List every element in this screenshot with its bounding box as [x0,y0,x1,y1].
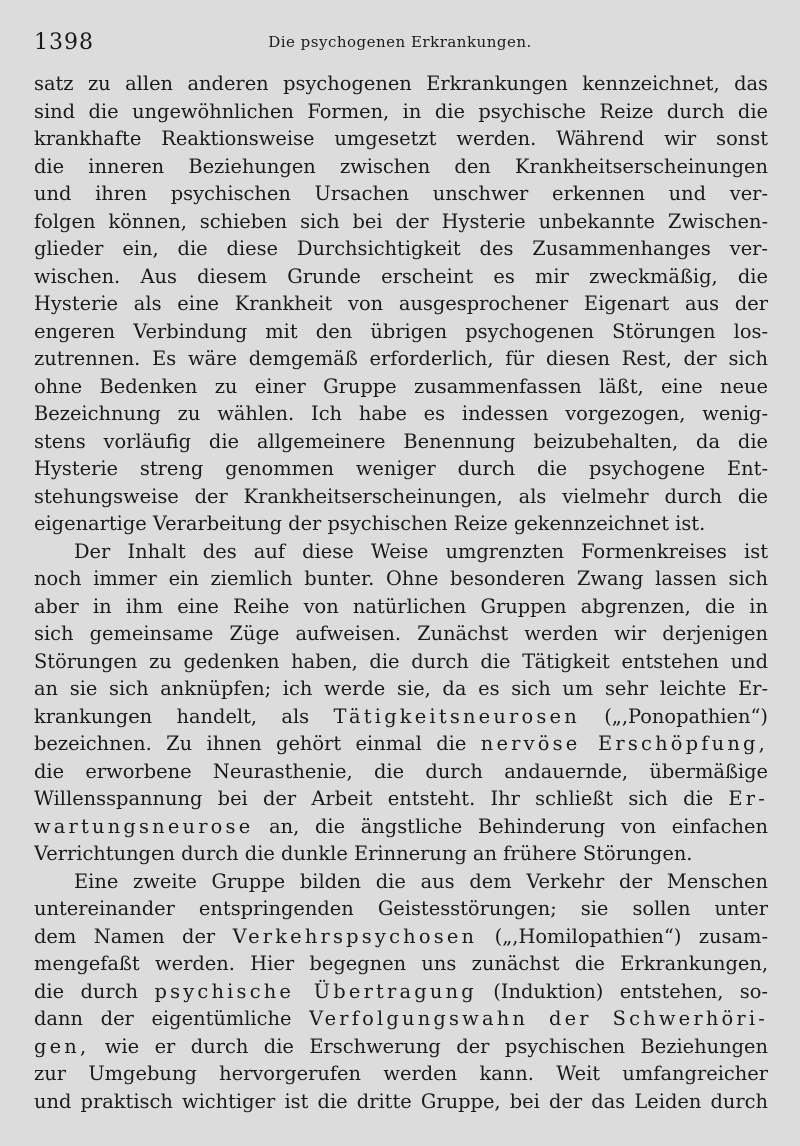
text-line: Verrichtungen durch die dunkle Erinnerung an frühere Störungen. [34,842,693,865]
text-line: untereinander entspringenden Geistesstörungen; sie sollen unter [34,897,768,920]
text-line: Eine zweite Gruppe bilden die aus dem Verkehr der Menschen [74,869,768,893]
text-line: wischen. Aus diesem Grunde erscheint es mir zweckmäßig, die [34,264,768,288]
text-line: die erworbene Neurasthenie, die durch andauernde, übermäßige [34,759,768,783]
spaced-term: Er- [728,787,768,810]
text-line: an sie sich anknüpfen; ich werde sie, da es sich um sehr leichte Er- [34,677,768,700]
text-line [34,923,768,951]
spaced-term: wartungsneurose [34,814,254,838]
text-line: die inneren Beziehungen zwischen den Krankheitserscheinungen [34,154,768,178]
text-line: zutrennen. Es wäre demgemäß erforderlich, für diesen Rest, der sich [34,347,768,370]
text-line: stehungsweise der Krankheitserscheinungen, als vielmehr durch die [34,484,768,508]
text-line [34,703,768,731]
text-run: dann der eigentümliche [34,1007,310,1030]
body-text [34,70,768,1115]
text-line: satz zu allen anderen psychogenen Erkrankungen kennzeichnet, das [34,72,768,95]
text-line: sind die ungewöhnlichen Formen, in die psychische Reize durch die [34,99,768,123]
text-line: glieder ein, die diese Durchsichtigkeit des Zusammenhanges ver- [34,237,768,260]
text-line [34,1033,768,1061]
text-run: (Induktion) entstehen, so- [476,979,768,1003]
text-line: sich gemeinsame Züge aufweisen. Zunächst werden wir derjenigen [34,622,768,645]
text-line: und praktisch wichtiger ist die dritte Gruppe, bei der das Leiden durch [34,1089,768,1113]
paragraph-1 [34,70,768,538]
text-line [34,730,768,758]
text-line: engeren Verbindung mit den übrigen psychogenen Störungen los- [34,319,768,343]
text-run: bezeichnen. Zu ihnen gehört einmal die [34,732,481,755]
text-line [34,978,768,1006]
text-run: die durch [34,979,155,1003]
text-line: und ihren psychischen Ursachen unschwer erkennen und ver- [34,182,768,205]
text-line: folgen können, schieben sich bei der Hysterie unbekannte Zwischen- [34,209,768,233]
text-line: Bezeichnung zu wählen. Ich habe es indessen vorgezogen, wenig- [34,402,768,425]
text-line: ohne Bedenken zu einer Gruppe zusammenfassen läßt, eine neue [34,374,768,398]
text-line [34,813,768,841]
text-line: aber in ihm eine Reihe von natürlichen Gruppen abgrenzen, die in [34,594,768,618]
text-line [34,1005,768,1033]
text-run: krankungen handelt, als [34,704,334,728]
spaced-term: nervöse Erschöpfung, [480,732,768,755]
text-run: („,Homilopathien“) zusam- [477,924,768,948]
spaced-term: psychische Übertragung [154,979,477,1003]
text-line: Der Inhalt des auf diese Weise umgrenzten Formenkreises ist [74,539,768,563]
spaced-term: Verfolgungswahn der Schwerhöri- [309,1007,768,1030]
text-line: eigenartige Verarbeitung der psychischen Reize gekennzeichnet ist. [34,512,706,535]
text-line: Störungen zu gedenken haben, die durch die Tätigkeit entstehen und [34,649,768,673]
text-line: mengefaßt werden. Hier begegnen uns zunächst die Erkrankungen, [34,952,768,975]
text-line: noch immer ein ziemlich bunter. Ohne besonderen Zwang lassen sich [34,567,768,590]
spaced-term: Verkehrspsychosen [232,924,478,948]
text-line: krankhafte Reaktionsweise umgesetzt werden. Während wir sonst [34,127,768,150]
text-run: an, die ängstliche Behinderung von einfachen [253,814,768,838]
text-run: wie er durch die Erschwerung der psychischen Beziehungen [89,1034,768,1058]
page-number: 1398 [34,30,94,55]
text-line: Hysterie streng genommen weniger durch die psychogene Ent- [34,457,768,480]
text-run: Willensspannung bei der Arbeit entsteht. Ihr schließt sich die [34,787,729,810]
text-line: Hysterie als eine Krankheit von ausgesprochener Eigenart aus der [34,292,768,315]
text-run: („,Ponopathien“) [579,704,768,728]
spaced-term: gen, [34,1034,90,1058]
running-head: Die psychogenen Erkrankungen. [268,33,532,51]
text-line: stens vorläufig die allgemeinere Benennung beizubehalten, da die [34,429,768,453]
text-line: zur Umgebung hervorgerufen werden kann. Weit umfangreicher [34,1062,768,1085]
text-line [34,785,768,813]
paragraph-3 [34,868,768,1116]
paragraph-2 [34,538,768,868]
spaced-term: Tätigkeitsneurosen [333,704,580,728]
text-run: dem Namen der [34,924,233,948]
